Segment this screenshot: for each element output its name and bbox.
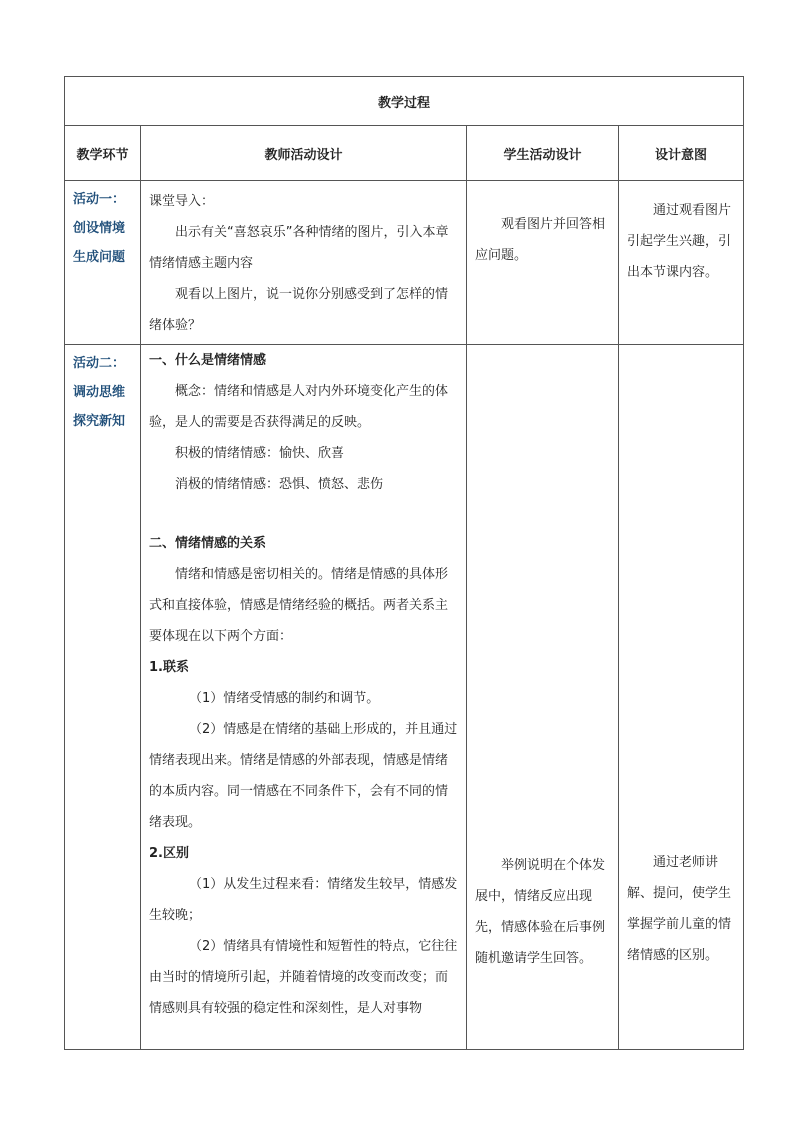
relation-text: 情绪和情感是密切相关的。情绪是情感的具体形式和直接体验，情感是情绪经验的概括。两者关系主要体现在以下两个方面： — [149, 567, 449, 644]
negative-emotions: 消极的情绪情感：恐惧、愤怒、悲伤 — [175, 477, 384, 492]
activity1-student-text: 观看图片并回答相应问题。 — [475, 217, 606, 263]
diff-item-1: （1）从发生过程来看：情绪发生较早，情感发生较晚； — [149, 877, 458, 923]
activity1-student — [467, 181, 619, 345]
header-stage: 教学环节 — [65, 126, 141, 181]
activity2-label-line: 活动二： — [73, 356, 126, 371]
section-heading-1: 一、什么是情绪情感 — [149, 353, 267, 368]
header-student: 学生活动设计 — [467, 126, 619, 181]
activity2-student — [467, 345, 619, 1050]
activity2-label — [65, 345, 141, 1050]
link-item-1: （1）情绪受情感的制约和调节。 — [189, 691, 380, 706]
activity2-teacher — [141, 345, 467, 1050]
activity1-label-line: 创设情境 — [73, 221, 126, 236]
header-teacher: 教师活动设计 — [141, 126, 467, 181]
activity1-intent-text: 通过观看图片引起学生兴趣，引出本节课内容。 — [627, 203, 732, 280]
activity1-label-line: 生成问题 — [73, 250, 126, 265]
diff-title: 2.区别 — [149, 846, 189, 861]
activity1-label — [65, 181, 141, 345]
activity2-label-line: 探究新知 — [73, 414, 126, 429]
concept-text: 概念：情绪和情感是人对内外环境变化产生的体验，是人的需要是否获得满足的反映。 — [149, 384, 449, 430]
table-title-cell — [65, 77, 744, 126]
activity1-label-line: 活动一： — [73, 192, 126, 207]
activity1-intro: 课堂导入： — [149, 194, 215, 209]
table-row — [65, 345, 744, 1050]
positive-emotions: 积极的情绪情感：愉快、欣喜 — [175, 446, 345, 461]
activity1-teacher — [141, 181, 467, 345]
activity2-student-text: 举例说明在个体发展中，情绪反应出现先，情感体验在后事例随机邀请学生回答。 — [475, 858, 606, 966]
spacer — [149, 500, 460, 528]
activity2-intent — [619, 345, 744, 1050]
diff-item-2: （2）情绪具有情境性和短暂性的特点，它往往由当时的情境所引起，并随着情境的改变而改变；而情感则具有较强的稳定性和深刻性，是人对事物 — [149, 939, 458, 1016]
table-title: 教学过程 — [378, 95, 431, 111]
activity2-label-line: 调动思维 — [73, 385, 126, 400]
section-heading-2: 二、情绪情感的关系 — [149, 536, 267, 551]
activity1-p1: 出示有关“喜怒哀乐”各种情绪的图片，引入本章情绪情感主题内容 — [149, 225, 449, 271]
link-title: 1.联系 — [149, 660, 189, 675]
link-item-2: （2）情感是在情绪的基础上形成的，并且通过情绪表现出来。情绪是情感的外部表现，情感是情绪的本质内容。同一情感在不同条件下，会有不同的情绪表现。 — [149, 722, 458, 830]
header-intent: 设计意图 — [619, 126, 744, 181]
header-row — [65, 126, 744, 181]
table-row — [65, 181, 744, 345]
teaching-process-table — [64, 76, 744, 1050]
activity1-intent — [619, 181, 744, 345]
activity1-p2: 观看以上图片，说一说你分别感受到了怎样的情绪体验？ — [149, 287, 449, 333]
activity2-intent-text: 通过老师讲解、提问，使学生掌握学前儿童的情绪情感的区别。 — [627, 855, 732, 963]
